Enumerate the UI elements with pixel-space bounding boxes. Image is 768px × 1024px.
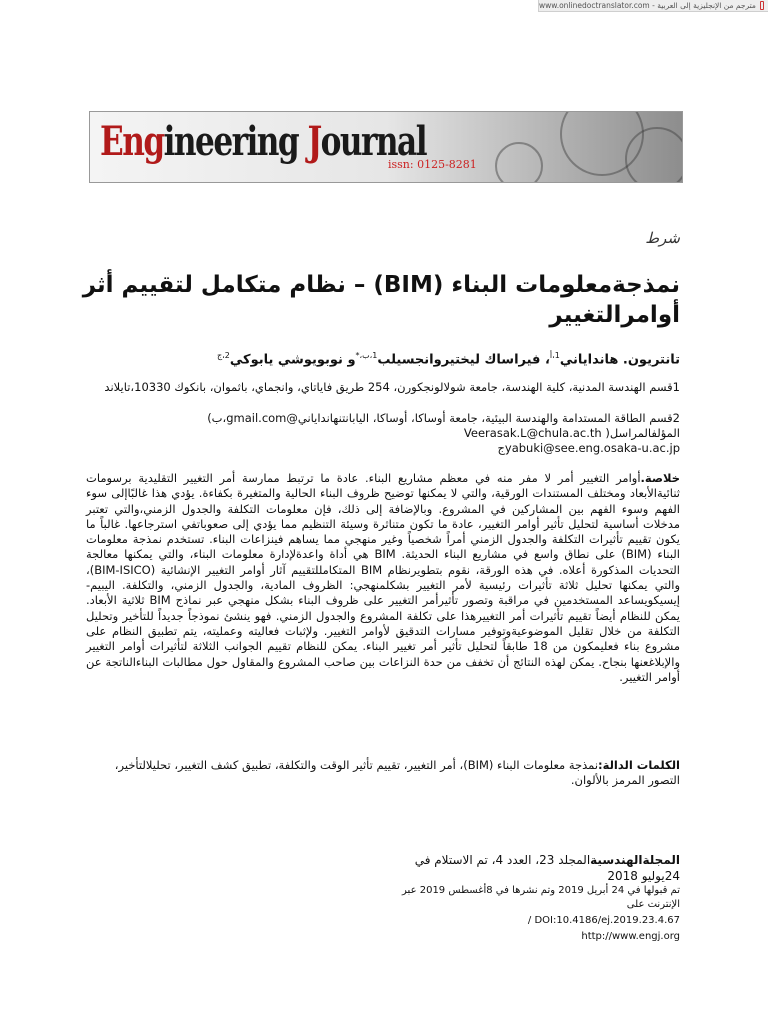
author-name: و نوبویوشي یابوكي xyxy=(229,352,356,368)
abstract-label: خلاصة. xyxy=(640,471,680,485)
pdf-icon xyxy=(760,1,764,10)
email-line: yabuki@see.eng.osaka-u.ac.jpج xyxy=(497,441,680,455)
gear-icon xyxy=(625,127,683,183)
journal-label: المجلةالھندسیة xyxy=(590,853,680,867)
logo-text: ournal xyxy=(320,118,426,165)
corresponding-author: المؤلفالمراسل( Veerasak.L@chula.ac.th xyxy=(463,426,680,440)
affiliation-2: 2قسم الطاقة المستدامة والھندسة البیئیة، جامعة أوساكا، أوساكا، الیابانتنھاندایاني@gmail.com،ب) xyxy=(207,411,680,425)
journal-info xyxy=(380,852,680,884)
gear-icon xyxy=(495,142,543,183)
author-list xyxy=(80,351,680,367)
affiliation-1: 1قسم الھندسة المدنیة، كلیة الھندسة، جامعة شولالونجكورن، 254 طریق فایاتاي، وانجماي، باثموان، بانكوك 10330،تایلاند xyxy=(104,380,680,394)
journal-logo xyxy=(100,118,426,165)
article-title: نمذجةمعلومات البناء (BIM) – نظام متكامل لتقييم أثر أوامرالتغيير xyxy=(82,272,680,328)
author-sup: 1،ب،* xyxy=(355,351,378,360)
keywords-label: الكلمات الدالة: xyxy=(598,758,680,772)
keywords xyxy=(86,758,680,789)
issn-label: issn: 0125-8281 xyxy=(388,158,477,171)
journal-volume: المجلد 23، العدد 4، تم الاستلام في 24یولیو 2018 xyxy=(414,853,680,883)
dates-line: تم قبولھا في 24 أبریل 2019 وتم نشرھا في 8أغسطس 2019 عبر الإنترنت على xyxy=(402,885,680,910)
translator-bar xyxy=(538,0,768,12)
abstract-body: أوامر التغییر أمر لا مفر منه في معظم مشاریع البناء. عادة ما ترتبط ممارسة أمر التغییر التقلیدیة برسومات ثنائیةالأبعاد ومختلف المستندات الورقیة، والتي لا یمكنھا توضیح ظروف البناء الحالیة والمتغیرة بكفاءة. یؤدي ھذا غالبًاإلى سوء الفھم وسوء الفھم بین المشاركین في المشروع. وبالإضافة إلى ذلك، فإن معلومات التكلفة والجدول الزمني،والتي تعتبر مدخلات أساسیة لتحلیل تأثیر أوامر التغییر، عادة ما تكون متناثرة وسیئة التنظیم مما یؤدي إلى صعوباتفي استرجاعھا. غالباً ما یكون تقییم تأثیرات التكلفة والجدول الزمني أمراً شخصیاً وغیر منھجي مما یساھم فينزاعات البناء. تستخدم نمذجة معلومات البناء (BIM) على نطاق واسع في مشاریع البناء الحدیثة. BIM ھي أداة واعدةلإدارة معلومات البناء، والتي یمكنھا معالجة التحدیات المذكورة أعلاه. في ھذه الورقة، نقوم بتطویرنظام BIM المتكامللتقییم آثار أوامر التغییر الإنشائیة (BIM-ISICO)، والتي یمكنھا تحلیل ثلاثة تأثیرات رئیسیة لأمر التغییر بشكلمنھجي: الظروف المادیة، والجدول الزمني، والتكلفة. الیبیم-إیسیكویساعد المستخدمین في مراقبة وتصور تأثیرأمر التغییر على ظروف البناء بشكل منھجي عبر نماذج BIM ثلاثیة الأبعاد. یمكن للنظام أیضاً تقییم تأثیرات أمر التغییرھذا على تكلفة المشروع والجدول الزمني. فھو ینشئ نموذجاً جدیداً للتأخیر وتحلیل التكلفة من خلال تقلیل الموضوعیةوتوفیر مسارات التدقیق لأوامر التغییر. ولإثبات فعالیته وعملیته، یتم تطبیق النظام على مشروع بناء فعليمكون من 18 طابقاً لتحلیل تأثیر أمر تغییر البناء. یمكن للنظام تقییم الجوانب الثلاثة لتأثیرات أوامر التغییر والإبلاغعنھا بنجاح. یمكن لھذه النتائج أن تخفف من حدة النزاعات بین صاحب المشروع والمقاول حول مطالبات البناءالناتجة عن أوامر التغییر. xyxy=(86,471,680,684)
author-name: تانتريون. هاندایاني xyxy=(559,352,680,368)
abstract xyxy=(86,471,680,685)
logo-text: ineering xyxy=(163,118,308,165)
logo-text: J xyxy=(307,118,321,165)
doi-link[interactable]: / DOI:10.4186/ej.2019.23.4.67 xyxy=(527,915,680,926)
author-sup: 1،أ xyxy=(549,351,560,360)
translator-link[interactable]: www.onlinedoctranslator.com - مترجم من الإنجليزية إلى العربية xyxy=(539,1,756,10)
author-name: ، فیراساك لیختیروانجسیلب xyxy=(377,352,550,368)
author-sup: 2،ج xyxy=(217,351,230,360)
journal-banner xyxy=(89,111,683,183)
section-label: شرط xyxy=(645,229,680,247)
keywords-body: نمذجة معلومات البناء (BIM)، أمر التغییر، تقییم تأثیر الوقت والتكلفة، تطبیق كشف التغییر، تحلیلالتأخیر، التصور المرمز بالألوان. xyxy=(114,758,680,788)
journal-url[interactable]: http://www.engj.org xyxy=(581,931,680,942)
logo-text: Eng xyxy=(100,118,164,165)
